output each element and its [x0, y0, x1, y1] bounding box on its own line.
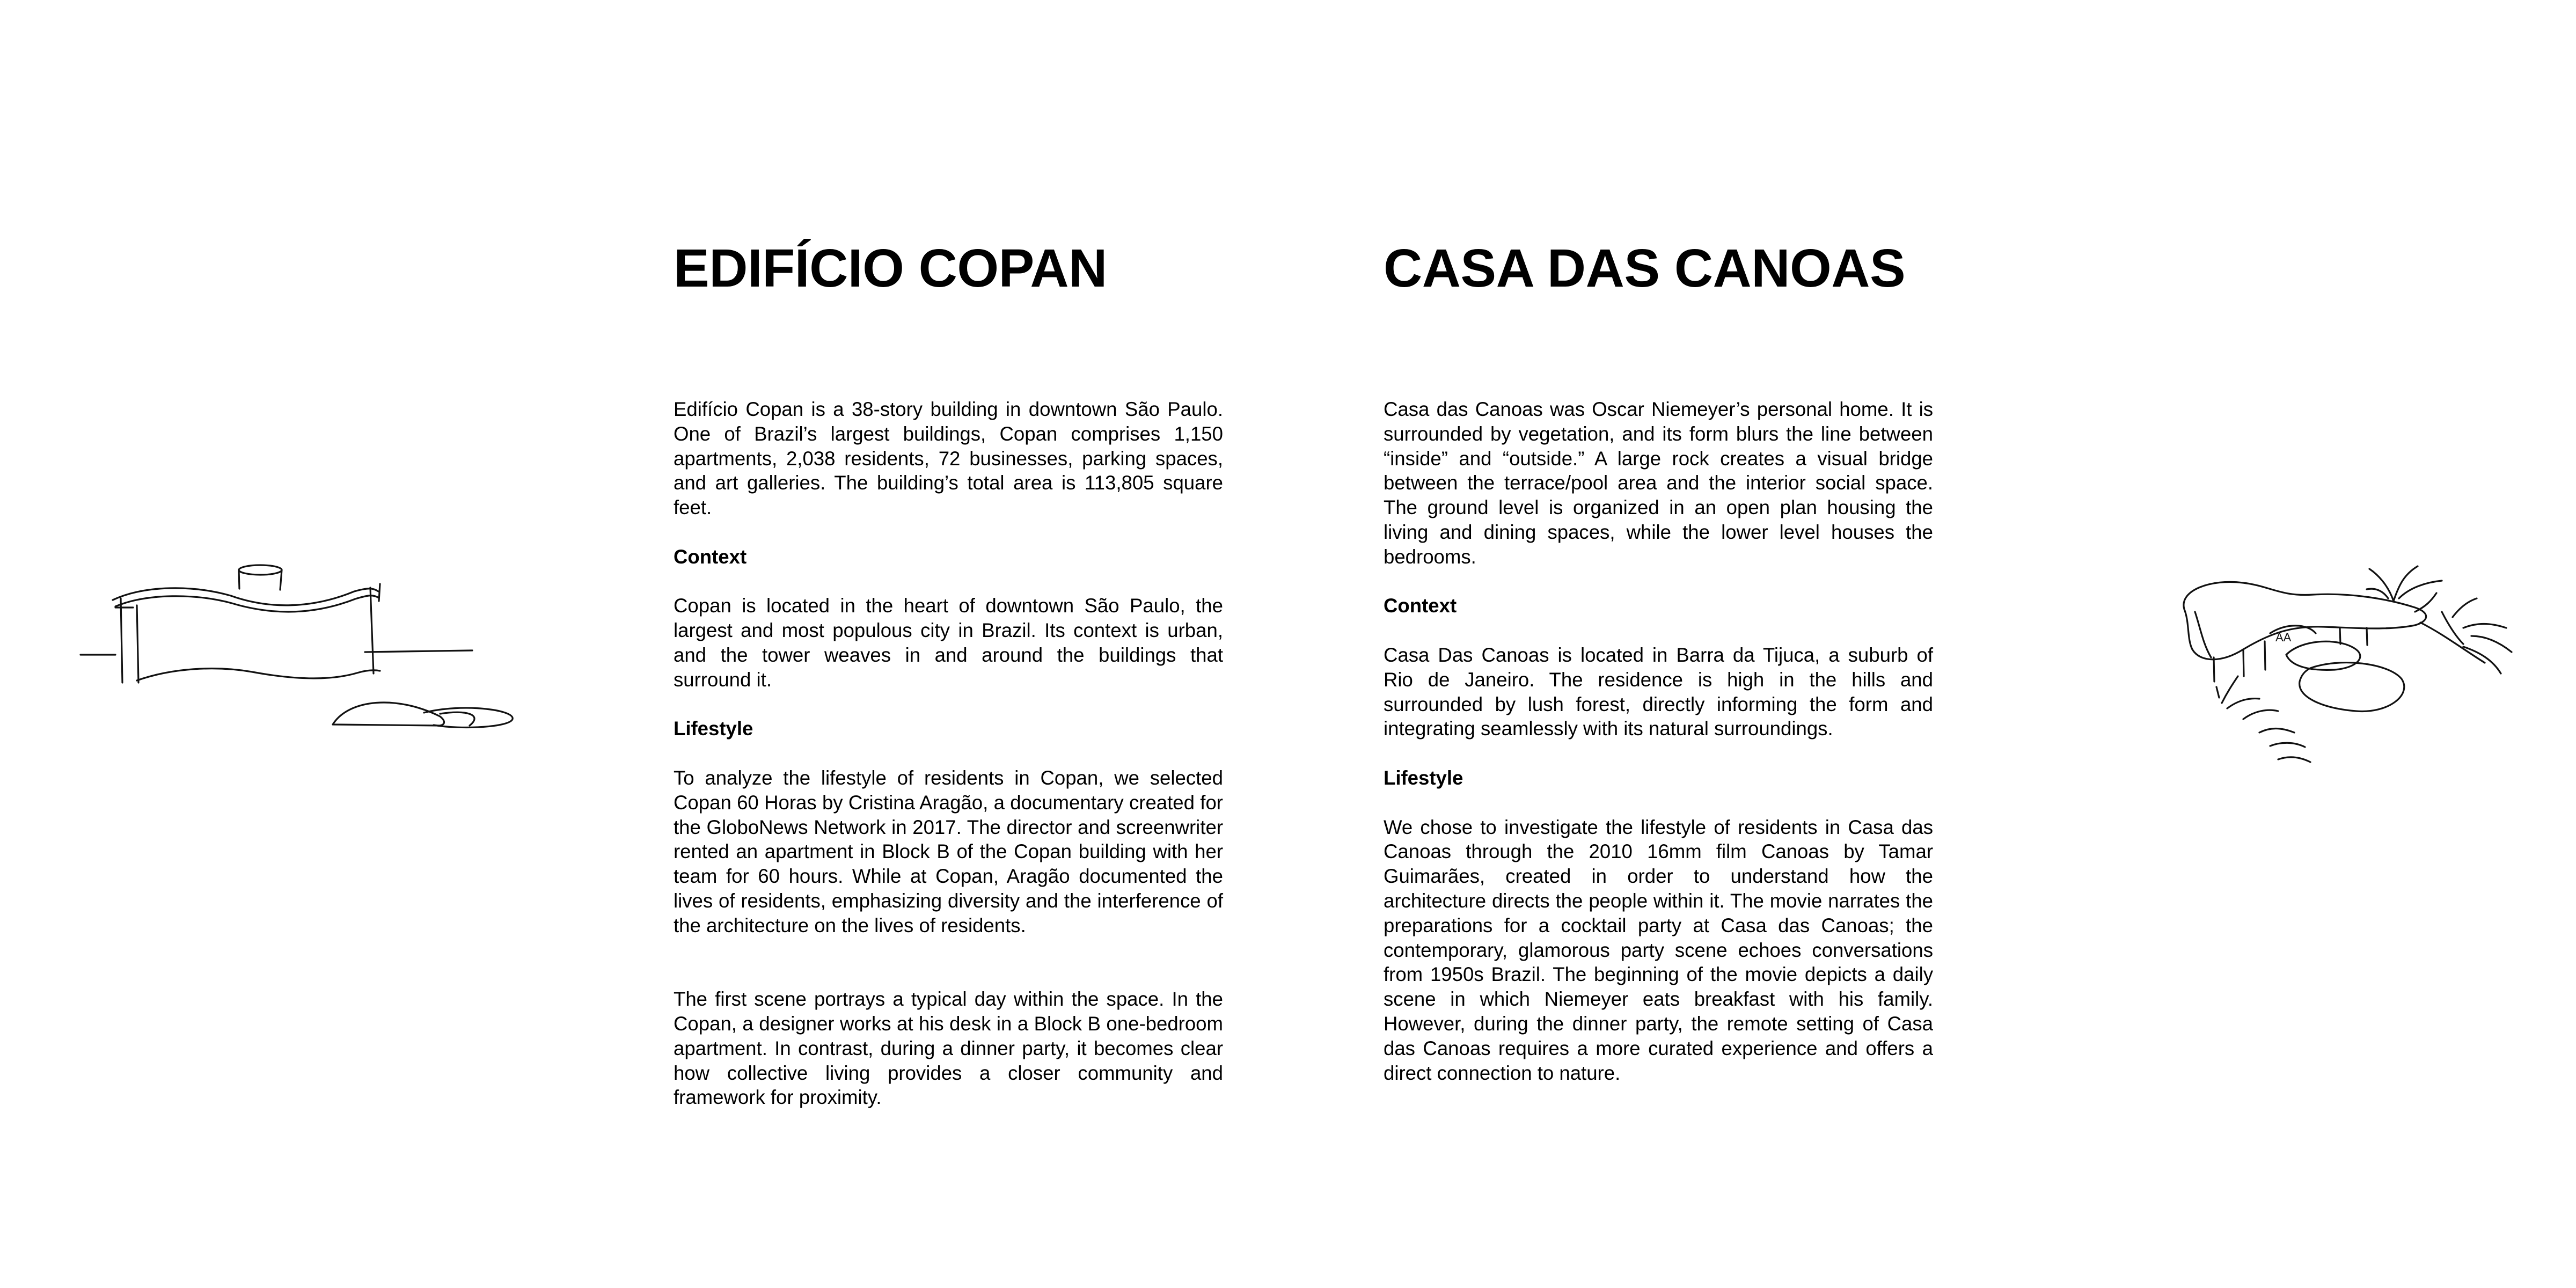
copan-lifestyle-heading: Lifestyle: [674, 718, 753, 740]
copan-scene-paragraph: The first scene portrays a typical day within the space. In the Copan, a designer works at his desk in a Block B one-bedroom apartment. In contrast, during a dinner party, it becomes clear how collective living provides a closer community and framework for proximity.: [674, 988, 1223, 1109]
copan-body: [674, 397, 1223, 1110]
canoas-body: [1384, 397, 1933, 1085]
copan-lifestyle-paragraph: To analyze the lifestyle of residents in Copan, we selected Copan 60 Horas by Cristina Aragão, a documentary created for the GloboNews Network in 2017. The director and screenwriter rented an apartment in Block B of the Copan building with her team for 60 hours. While at Copan, Aragão documented the lives of residents, emphasizing diversity and the interference of the architecture on the lives of residents.: [674, 766, 1223, 936]
canoas-context-heading: Context: [1384, 595, 1457, 617]
svg-text:AA: AA: [2275, 631, 2292, 644]
canoas-column: [1384, 236, 1933, 1084]
copan-context-paragraph: Copan is located in the heart of downtown São Paulo, the largest and most populous city in Brazil. Its context is urban, and the tower weaves in and around the buildings that surround it.: [674, 595, 1223, 691]
canoas-intro-paragraph: Casa das Canoas was Oscar Niemeyer’s personal home. It is surrounded by vegetation, and its form blurs the line between “inside” and “outside.” A large rock creates a visual bridge between the terrace/pool area and the interior social space. The ground level is organized in an open plan housing the living and dining spaces, while the lower level houses the bedrooms.: [1384, 398, 1933, 568]
copan-title: EDIFÍCIO COPAN: [674, 238, 1107, 298]
casa-das-canoas-sketch-icon: [2163, 547, 2528, 794]
canoas-lifestyle-paragraph: We chose to investigate the lifestyle of residents in Casa das Canoas through the 2010 16mm film Canoas by Tamar Guimarães, created in order to understand how the architecture directs the people within it. The movie narrates the preparations for a cocktail party at Casa das Canoas; the contemporary, glamorous party scene echoes conversations from 1950s Brazil. The beginning of the movie depicts a daily scene in which Niemeyer eats breakfast with his family. However, during the dinner party, the remote setting of Casa das Canoas requires a more curated experience and offers a direct connection to nature.: [1384, 816, 1933, 1084]
canoas-lifestyle-heading: Lifestyle: [1384, 766, 1463, 789]
copan-building-sketch-icon: [75, 558, 526, 741]
canoas-context-paragraph: Casa Das Canoas is located in Barra da Tijuca, a suburb of Rio de Janeiro. The residence is high in the hills and surrounded by lush forest, directly informing the form and integrating seamlessly with its natural surroundings.: [1384, 643, 1933, 740]
canoas-title: CASA DAS CANOAS: [1384, 238, 1906, 298]
copan-context-heading: Context: [674, 545, 747, 568]
copan-column: [674, 236, 1223, 1109]
copan-intro-paragraph: Edifício Copan is a 38-story building in downtown São Paulo. One of Brazil’s largest buildings, Copan comprises 1,150 apartments, 2,038 residents, 72 businesses, parking spaces, and art galleries. The building’s total area is 113,805 square feet.: [674, 398, 1223, 519]
